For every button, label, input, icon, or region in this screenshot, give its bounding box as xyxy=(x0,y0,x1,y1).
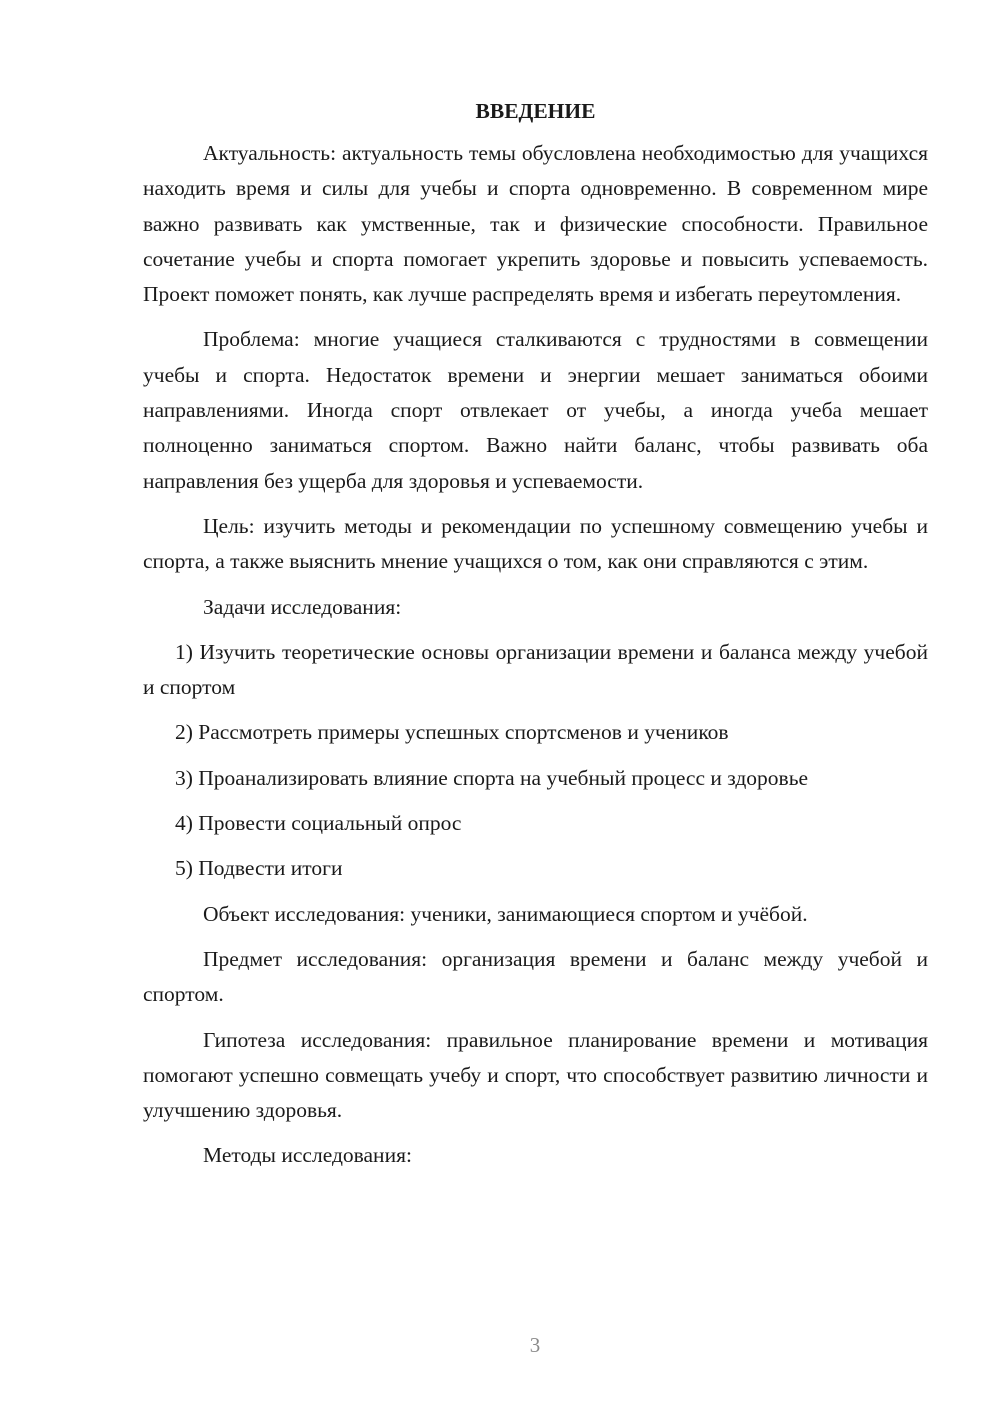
tasks-heading: Задачи исследования: xyxy=(203,594,402,619)
object-paragraph: Объект исследования: ученики, занимающиеся спортом и учёбой. xyxy=(203,901,808,926)
list-item: 5) Подвести итоги xyxy=(175,856,343,881)
list-item: 4) Провести социальный опрос xyxy=(175,811,462,836)
list-item: 2) Рассмотреть примеры успешных спортсменов и учеников xyxy=(175,720,729,745)
hypothesis-paragraph: Гипотеза исследования: правильное планирование времени и мотивация помогают успешно совмещать учебу и спорт, что способствует развитию личности и улучшению здоровья. xyxy=(143,1027,928,1123)
tasks-list xyxy=(143,635,928,887)
goal-paragraph: Цель: изучить методы и рекомендации по успешному совмещению учебы и спорта, а также выяснить мнение учащихся о том, как они справляются с этим. xyxy=(143,513,928,574)
page-title: ВВЕДЕНИЕ xyxy=(475,99,596,123)
list-item: 1) Изучить теоретические основы организации времени и баланса между учебой и спортом xyxy=(143,639,928,700)
relevance-paragraph: Актуальность: актуальность темы обусловлена необходимостью для учащихся находить время и силы для учебы и спорта одновременно. В современном мире важно развивать как умственные, так и физические способности. Правильное сочетание учебы и спорта помогает укрепить здоровье и повысить успеваемость. Проект поможет понять, как лучше распределять время и избегать переутомления. xyxy=(143,141,928,307)
methods-heading: Методы исследования: xyxy=(203,1143,412,1168)
subject-paragraph: Предмет исследования: организация времени и баланс между учебой и спортом. xyxy=(143,946,928,1007)
problem-paragraph: Проблема: многие учащиеся сталкиваются с трудностями в совмещении учебы и спорта. Недостаток времени и энергии мешает заниматься обоими направлениями. Иногда спорт отвлекает от учебы, а иногда учеба мешает полноценно заниматься спортом. Важно найти баланс, чтобы развивать оба направления без ущерба для здоровья и успеваемости. xyxy=(143,327,928,493)
document-page xyxy=(143,96,928,1184)
page-number: 3 xyxy=(529,1333,541,1357)
list-item: 3) Проанализировать влияние спорта на учебный процесс и здоровье xyxy=(175,765,809,790)
